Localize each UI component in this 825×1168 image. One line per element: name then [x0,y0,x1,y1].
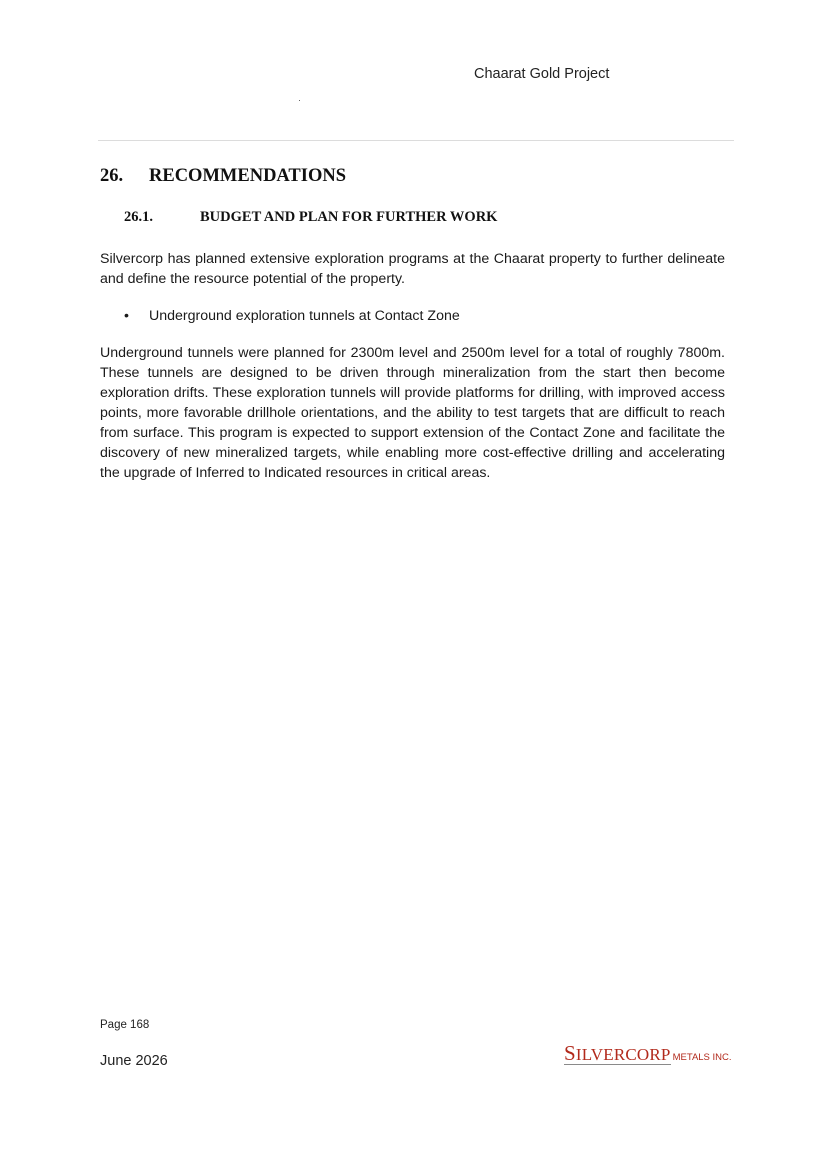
subsection-number: 26.1. [124,209,153,225]
header-divider [98,140,734,141]
bullet-icon: • [124,308,129,324]
list-item-text: Underground exploration tunnels at Contact Zone [149,308,460,324]
header-mark [299,100,300,101]
section-heading [100,166,346,187]
footer-date: June 2026 [100,1053,168,1069]
page-number: Page 168 [100,1019,150,1031]
logo-initial: S [564,1041,576,1065]
section-number: 26. [100,166,124,186]
subsection-heading [124,209,497,226]
section-title: RECOMMENDATIONS [149,166,346,186]
intro-paragraph: Silvercorp has planned extensive exploration programs at the Chaarat property to further delineate and define the resource potential of the property. [100,251,725,287]
list-item [124,306,460,326]
body-paragraph: Underground tunnels were planned for 2300m level and 2500m level for a total of roughly 7800m. These tunnels are designed to be driven through mineralization from the start then become exploration drifts. These exploration tunnels will provide platforms for drilling, with improved access points, more favorable drillhole orientations, and the ability to test targets that are difficult to reach from surface. This program is expected to support extension of the Contact Zone and facilitate the discovery of new mineralized targets, while enabling more cost-effective drilling and accelerating the upgrade of Inferred to Indicated resources in critical areas. [100,345,725,481]
logo-wordmark [564,1041,671,1065]
header-title: Chaarat Gold Project [474,66,610,82]
company-logo [564,1041,732,1066]
logo-suffix: METALS INC. [672,1052,732,1063]
logo-name: ILVERCORP [575,1045,671,1064]
subsection-title: BUDGET AND PLAN FOR FURTHER WORK [200,209,498,225]
